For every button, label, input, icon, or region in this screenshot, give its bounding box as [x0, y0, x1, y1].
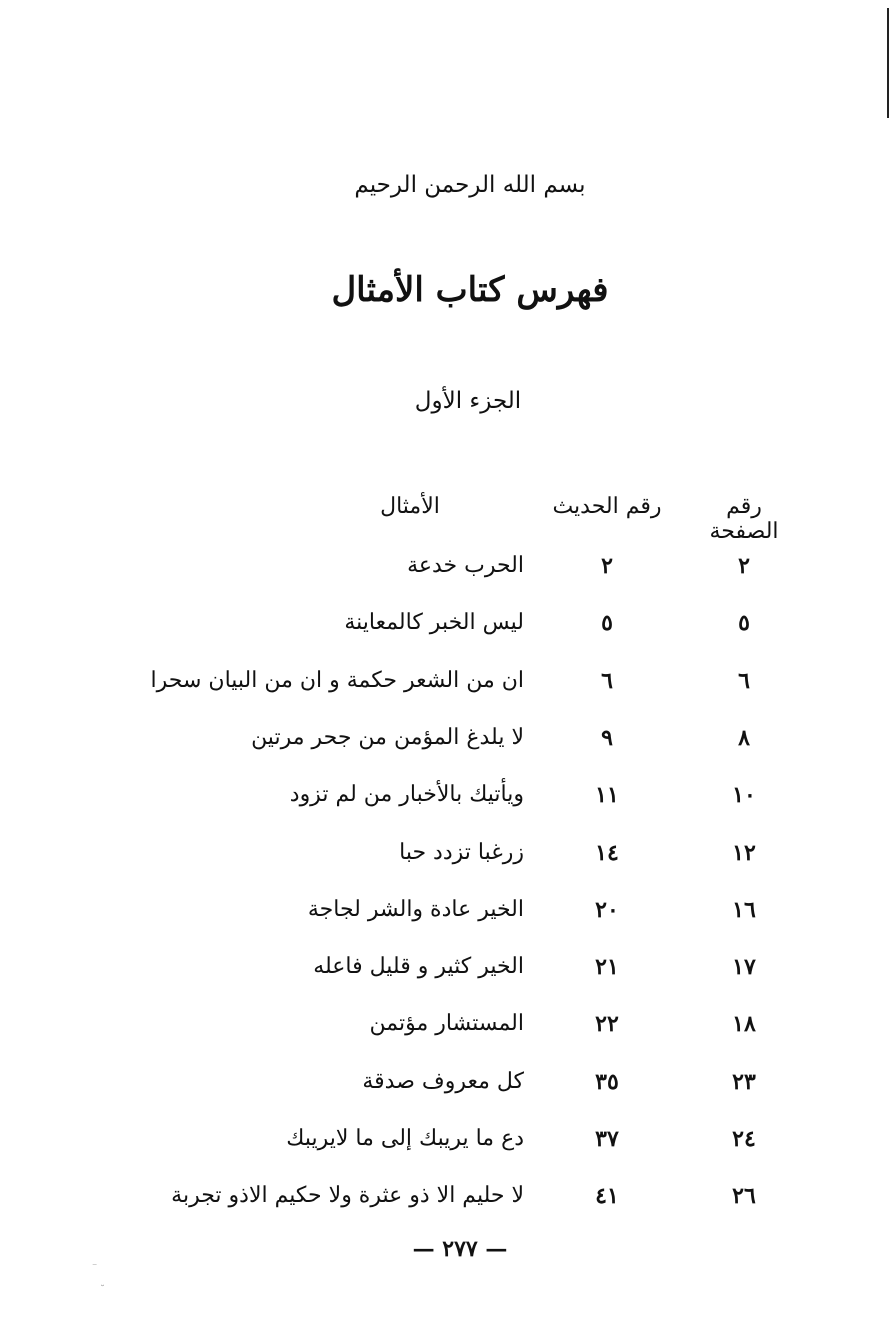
- cell-hadith-number: ١٤: [595, 840, 619, 866]
- cell-page-number: ١٦: [732, 897, 756, 923]
- table-row: [0, 668, 890, 708]
- cell-hadith-number: ٣٧: [595, 1126, 619, 1152]
- cell-hadith-number: ٤١: [595, 1183, 619, 1209]
- scan-edge-mark: [887, 8, 889, 118]
- cell-page-number: ٢٤: [732, 1126, 756, 1152]
- table-row: [0, 725, 890, 765]
- cell-page-number: ٥: [738, 610, 750, 636]
- table-row: [0, 1126, 890, 1166]
- cell-proverb: الخير كثير و قليل فاعله: [313, 954, 524, 979]
- column-header-proverb: الأمثال: [380, 494, 440, 519]
- cell-proverb: الحرب خدعة: [407, 553, 524, 578]
- table-row: [0, 954, 890, 994]
- scan-speck: ˘: [100, 1285, 105, 1296]
- page-title: فهرس كتاب الأمثال: [331, 270, 609, 310]
- cell-hadith-number: ٥: [601, 610, 613, 636]
- table-row: [0, 1183, 890, 1223]
- cell-proverb: لا يلدغ المؤمن من جحر مرتين: [251, 725, 524, 750]
- cell-proverb: ويأتيك بالأخبار من لم تزود: [289, 782, 524, 807]
- table-row: [0, 553, 890, 593]
- table-row: [0, 840, 890, 880]
- column-header-page: رقم الصفحة: [709, 494, 779, 544]
- column-header-hadith: رقم الحديث: [552, 494, 662, 519]
- cell-page-number: ١٢: [732, 840, 756, 866]
- cell-hadith-number: ٢٠: [595, 897, 619, 923]
- cell-hadith-number: ٢١: [595, 954, 619, 980]
- cell-hadith-number: ٢: [601, 553, 613, 579]
- part-heading: الجزء الأول: [414, 388, 522, 414]
- cell-hadith-number: ٣٥: [595, 1069, 619, 1095]
- cell-page-number: ١٧: [732, 954, 756, 980]
- cell-proverb: زرغبا تزدد حبا: [399, 840, 524, 865]
- table-header: [0, 494, 890, 544]
- cell-hadith-number: ٢٢: [595, 1011, 619, 1037]
- cell-hadith-number: ١١: [595, 782, 619, 808]
- cell-proverb: دع ما يريبك إلى ما لايريبك: [286, 1126, 524, 1151]
- cell-proverb: ليس الخبر كالمعاينة: [344, 610, 524, 635]
- table-row: [0, 1069, 890, 1109]
- table-row: [0, 782, 890, 822]
- cell-hadith-number: ٩: [601, 725, 613, 751]
- cell-proverb: لا حليم الا ذو عثرة ولا حكيم الاذو تجربة: [171, 1183, 524, 1208]
- cell-proverb: المستشار مؤتمن: [369, 1011, 524, 1036]
- cell-page-number: ٦: [738, 668, 750, 694]
- cell-proverb: ان من الشعر حكمة و ان من البيان سحرا: [150, 668, 524, 693]
- basmala: بسم الله الرحمن الرحيم: [354, 172, 586, 198]
- cell-proverb: الخير عادة والشر لجاجة: [307, 897, 524, 922]
- cell-page-number: ٢: [738, 553, 750, 579]
- cell-page-number: ٢٦: [732, 1183, 756, 1209]
- page-number: — ٢٧٧ —: [412, 1236, 508, 1262]
- table-row: [0, 1011, 890, 1051]
- scan-speck: ⁻: [92, 1262, 98, 1273]
- cell-page-number: ١٠: [732, 782, 756, 808]
- cell-page-number: ١٨: [732, 1011, 756, 1037]
- cell-proverb: كل معروف صدقة: [362, 1069, 524, 1094]
- cell-page-number: ٢٣: [732, 1069, 756, 1095]
- table-row: [0, 610, 890, 650]
- cell-page-number: ٨: [738, 725, 750, 751]
- cell-hadith-number: ٦: [601, 668, 613, 694]
- table-row: [0, 897, 890, 937]
